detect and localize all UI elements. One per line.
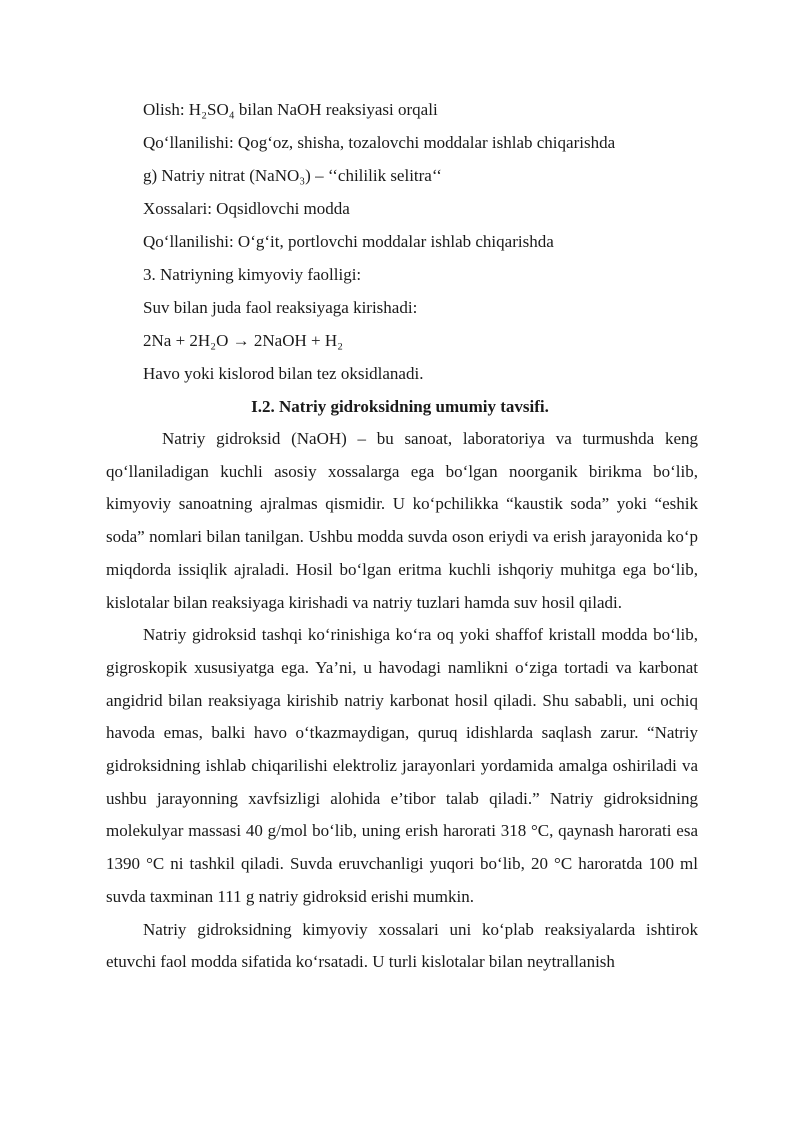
text-line-suv-bilan: Suv bilan juda faol reaksiyaga kirishadi: <box>143 298 418 317</box>
body-text <box>106 423 698 979</box>
paragraph-1: Natriy gidroksid (NaOH) – bu sanoat, laboratoriya va turmushda keng qo‘llaniladigan kuchli asosiy xossalarga ega bo‘lgan noorganik birikma bo‘lib, kimyoviy sanoatning ajralmas qismidir. U ko‘pchilikka “kaustik soda” yoki “eshik soda” nomlari bilan tanilgan. Ushbu modda suvda oson eriydi va erish jarayonida ko‘p miqdorda issiqlik ajraladi. Hosil bo‘lgan eritma kuchli ishqoriy muhitga ega bo‘lib, kislotalar bilan reaksiyaga kirishadi va natriy tuzlari hamda suv hosil qiladi. <box>106 429 698 612</box>
text-line-qollanilishi-1: Qo‘llanilishi: Qog‘oz, shisha, tozalovchi moddalar ishlab chiqarishda <box>143 133 616 152</box>
text-line-xossalari: Xossalari: Oqsidlovchi modda <box>143 199 350 218</box>
text-line-havo: Havo yoki kislorod bilan tez oksidlanadi. <box>143 364 424 383</box>
text-line-olish: Olish: H₂SO₄ bilan NaOH reaksiyasi orqali <box>143 100 438 119</box>
reaction-equation: 2Na + 2H₂O → 2NaOH + H₂ <box>143 331 344 350</box>
paragraph-2: Natriy gidroksid tashqi ko‘rinishiga ko‘ra oq yoki shaffof kristall modda bo‘lib, gigroskopik xususiyatga ega. Ya’ni, u havodagi namlikni o‘ziga tortadi va karbonat angidrid bilan reaksiyaga kirishib natriy karbonat hosil qiladi. Shu sababli, uni ochiq havoda emas, balki havo o‘tkazmaydigan, quruq idishlarda saqlash zarur. “Natriy gidroksidning ishlab chiqarilishi elektroliz jarayonlari yordamida amalga oshiriladi va ushbu jarayonning xavfsizligi alohida e’tibor talab qiladi.” Natriy gidroksidning molekulyar massasi 40 g/mol bo‘lib, uning erish harorati 318 °C, qaynash harorati esa 1390 °C ni tashkil qiladi. Suvda eruvchanligi yuqori bo‘lib, 20 °C haroratda 100 ml suvda taxminan 111 g natriy gidroksid erishi mumkin. <box>106 625 698 906</box>
text-line-kimyoviy-faolligi: 3. Natriyning kimyoviy faolligi: <box>143 265 362 284</box>
text-line-qollanilishi-2: Qo‘llanilishi: O‘g‘it, portlovchi moddalar ishlab chiqarishda <box>143 232 554 251</box>
text-line-natriy-nitrat: g) Natriy nitrat (NaNO₃) – ‘‘chililik selitra‘‘ <box>143 166 442 185</box>
paragraph-3: Natriy gidroksidning kimyoviy xossalari uni ko‘plab reaksiyalarda ishtirok etuvchi faol modda sifatida ko‘rsatadi. U turli kislotalar bilan neytrallanish <box>106 919 698 972</box>
section-heading: I.2. Natriy gidroksidning umumiy tavsifi. <box>251 397 549 416</box>
